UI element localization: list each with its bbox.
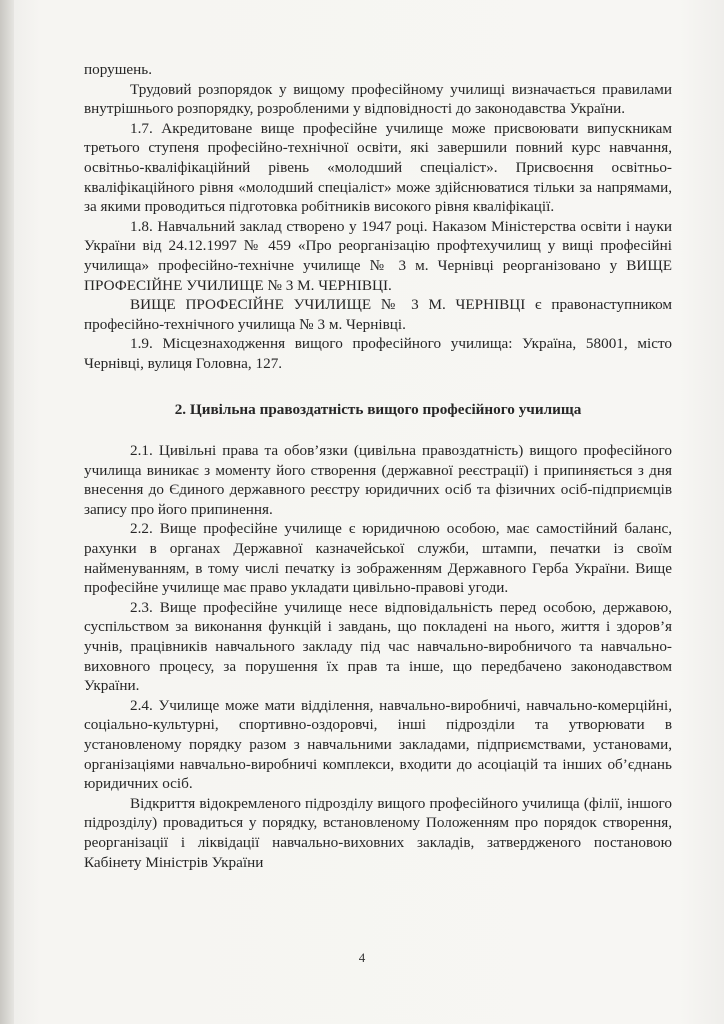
paragraph-2-1: 2.1. Цивільні права та обов’язки (цивільна правоздатність) вищого професійного училища виникає з моменту його створення (державної реєстрації) і припиняється з дня внесення до Єдиного державного реєстру юридичних осіб та фізичних осіб-підприємців запису про його припинення. — [84, 442, 672, 518]
paragraph-successor: ВИЩЕ ПРОФЕСІЙНЕ УЧИЛИЩЕ № 3 М. ЧЕРНІВЦІ є правонаступником професійно-технічного училища № 3 м. Чернівці. — [84, 296, 672, 333]
page-number: 4 — [358, 950, 366, 965]
paragraph-2-2: 2.2. Вище професійне училище є юридичною особою, має самостійний баланс, рахунки в органах Державної казначейської служби, штампи, печатки із своїм найменуванням, в тому числі печатку із зображенням Державного Герба України. Вище професійне училище має право укладати цивільно-правові угоди. — [84, 520, 672, 597]
paragraph-branch-opening: Відкриття відокремленого підрозділу вищого професійного училища (філії, іншого підрозділу) провадиться у порядку, встановленому Положенням про порядок створення, реорганізації і ліквідації навчально-виховних закладів, затвердженого постановою Кабінету Міністрів України — [84, 794, 672, 871]
paragraph-1-8: 1.8. Навчальний заклад створено у 1947 році. Наказом Міністерства освіти і науки України від 24.12.1997 № 459 «Про реорганізацію профтехучилищ у вищі професійні училища» професійно-технічне училище № 3 м. Чернівці реорганізовано у ВИЩЕ ПРОФЕСІЙНЕ УЧИЛИЩЕ № 3 М. ЧЕРНІВЦІ. — [84, 217, 672, 294]
section-heading: 2. Цивільна правоздатність вищого професійного училища — [174, 400, 582, 418]
page-binding-edge — [0, 0, 14, 1024]
paragraph-2-3: 2.3. Вище професійне училище несе відповідальність перед особою, державою, суспільством за виконання функцій і завдань, що покладені на нього, життя і здоров’я учнів, працівників навчального закладу під час навчально-виробничого та навчально-виховного процесу, за порушення їх прав та інше, що передбачено законодавством України. — [84, 598, 672, 695]
paragraph-2-4: 2.4. Училище може мати відділення, навчально-виробничі, навчально-комерційні, соціально-культурні, спортивно-оздоровчі, інші підрозділи та утворювати в установленому порядку разом з навчальними закладами, підприємствами, установами, організаціями навчально-виробничі комплекси, входити до асоціацій та інших об’єднань юридичних осіб. — [84, 696, 672, 793]
paragraph-work-schedule: Трудовий розпорядок у вищому професійному училищі визначається правилами внутрішнього розпорядку, розробленими у відповідності до законодавства України. — [84, 80, 672, 118]
paragraph-continuation: порушень. — [84, 61, 152, 78]
paragraph-1-9: 1.9. Місцезнаходження вищого професійного училища: Україна, 58001, місто Чернівці, вулиця Головна, 127. — [84, 335, 672, 372]
paragraph-1-7: 1.7. Акредитоване вище професійне училище може присвоювати випускникам третього ступеня професійно-технічної освіти, які завершили повний курс навчання, освітньо-кваліфікаційний рівень «молодший спеціаліст». Присвоєння освітньо-кваліфікаційного рівня «молодший спеціаліст» може здійснюватися тільки за напрямами, за якими проводиться підготовка робітників високого рівня кваліфікації. — [84, 119, 672, 216]
document-body — [84, 60, 672, 872]
